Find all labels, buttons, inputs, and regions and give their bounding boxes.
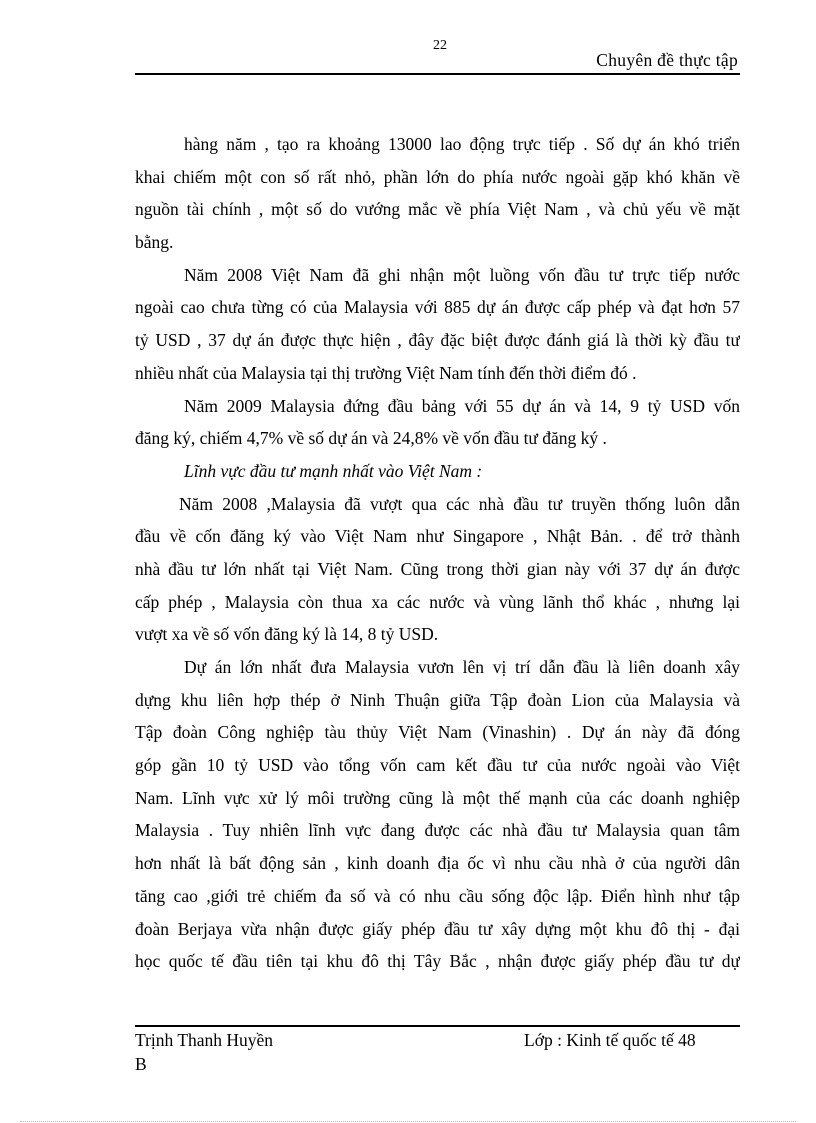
text-line: Dự án lớn nhất đưa Malaysia vươn lên vị trí dẫn đầu là liên doanh xây	[184, 657, 740, 677]
text-line: hơn nhất là bất động sản , kinh doanh địa ốc vì nhu cầu nhà ở của người dân	[135, 853, 740, 874]
footer-author: Trịnh Thanh Huyền	[135, 1030, 274, 1050]
text-line: học quốc tế đầu tiên tại khu đô thị Tây Bắc , nhận được giấy phép đầu tư dự	[135, 951, 740, 972]
text-line: đoàn Berjaya vừa nhận được giấy phép đầu tư xây dựng một khu đô thị - đại	[135, 918, 740, 939]
text-line: Malaysia . Tuy nhiên lĩnh vực đang được các nhà đầu tư Malaysia quan tâm	[135, 820, 740, 841]
text-line: Nam. Lĩnh vực xử lý môi trường cũng là một thế mạnh của các doanh nghiệp	[135, 787, 740, 808]
section-heading: Lĩnh vực đầu tư mạnh nhất vào Việt Nam :	[184, 460, 483, 481]
text-line: góp gần 10 tỷ USD vào tổng vốn cam kết đầu tư của nước ngoài vào Việt	[135, 755, 740, 776]
text-line: khai chiếm một con số rất nhỏ, phần lớn do phía nước ngoài gặp khó khăn về	[135, 166, 740, 187]
page-edge-dotted-line	[20, 1121, 796, 1122]
text-line: vượt xa về số vốn đăng ký là 14, 8 tỷ USD.	[135, 624, 439, 645]
text-line: Năm 2009 Malaysia đứng đầu bảng với 55 dự án và 14, 9 tỷ USD vốn	[184, 395, 740, 416]
text-line: ngoài cao chưa từng có của Malaysia với 885 dự án được cấp phép và đạt hơn 57	[135, 297, 740, 318]
text-line: hàng năm , tạo ra khoảng 13000 lao động trực tiếp . Số dự án khó triển	[184, 134, 740, 154]
text-line: cấp phép , Malaysia còn thua xa các nước và vùng lãnh thổ khác , nhưng lại	[135, 591, 740, 612]
header-title: Chuyên đề thực tập	[596, 50, 738, 70]
text-line: Năm 2008 Việt Nam đã ghi nhận một luồng vốn đầu tư trực tiếp nước	[184, 264, 740, 285]
text-line: Tập đoàn Công nghiệp tàu thủy Việt Nam (Vinashin) . Dự án này đã đóng	[135, 722, 740, 743]
text-line: nhiều nhất của Malaysia tại thị trường Việt Nam tính đến thời điểm đó .	[135, 362, 637, 383]
footer-author-continued: B	[135, 1054, 147, 1074]
text-line: dựng khu liên hợp thép ở Ninh Thuận giữa Tập đoàn Lion của Malaysia và	[135, 689, 740, 710]
text-line: nhà đầu tư lớn nhất tại Việt Nam. Cũng trong thời gian này với 37 dự án được	[135, 558, 740, 579]
text-line: đăng ký, chiếm 4,7% về số dự án và 24,8% về vốn đầu tư đăng ký .	[135, 428, 607, 449]
body-text	[135, 128, 740, 978]
text-line: đầu về cốn đăng ký vào Việt Nam như Singapore , Nhật Bản. . để trở thành	[135, 526, 740, 547]
header-rule	[135, 73, 740, 75]
text-line: tăng cao ,giới trẻ chiếm đa số và có nhu cầu sống độc lập. Điển hình như tập	[135, 885, 740, 906]
text-line: bằng.	[135, 232, 174, 253]
text-line: tỷ USD , 37 dự án được thực hiện , đây đặc biệt được đánh giá là thời kỳ đầu tư	[135, 330, 740, 351]
footer-class: Lớp : Kinh tế quốc tế 48	[524, 1030, 696, 1050]
text-line: Năm 2008 ,Malaysia đã vượt qua các nhà đầu tư truyền thống luôn dẫn	[179, 493, 740, 514]
text-line: nguồn tài chính , một số do vướng mắc về phía Việt Nam , và chủ yếu về mặt	[135, 199, 740, 220]
page-number: 22	[433, 38, 447, 53]
footer-rule	[135, 1025, 740, 1027]
